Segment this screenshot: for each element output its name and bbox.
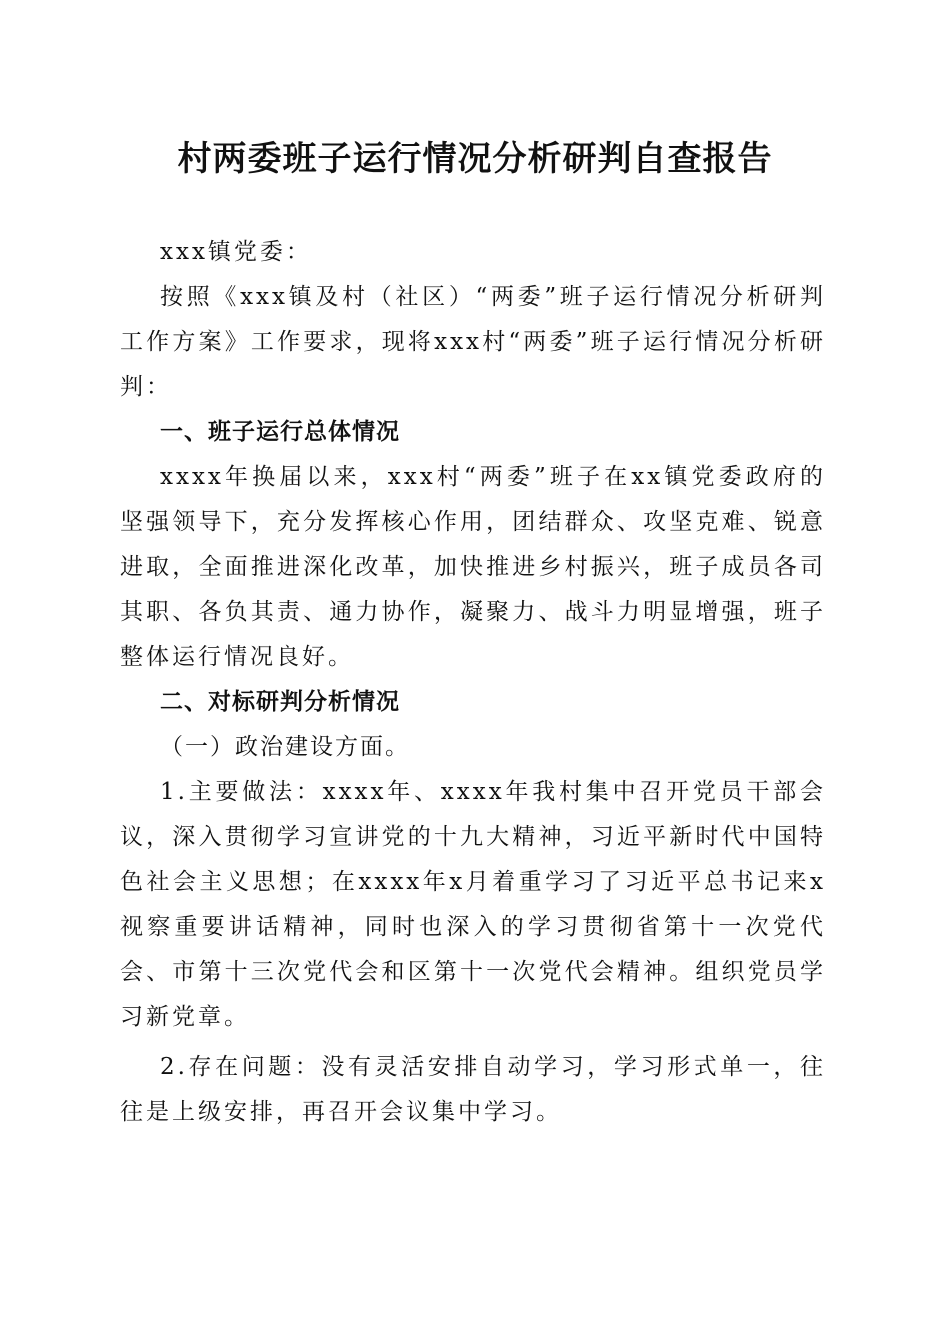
intro-paragraph: 按照《xxx镇及村（社区）“两委”班子运行情况分析研判工作方案》工作要求，现将xxx村“两委”班子运行情况分析研判：	[120, 284, 826, 400]
document-title: 村两委班子运行情况分析研判自查报告	[177, 139, 773, 179]
section-2-item-2: 2.存在问题：没有灵活安排自动学习，学习形式单一，往往是上级安排，再召开会议集中学习。	[120, 1054, 826, 1125]
section-2-heading: 二、对标研判分析情况	[160, 689, 400, 715]
section-1-heading: 一、班子运行总体情况	[160, 419, 400, 445]
document-body	[120, 230, 826, 1135]
section-2-item-1: 1.主要做法：xxxx年、xxxx年我村集中召开党员干部会议，深入贯彻学习宣讲党的十九大精神，习近平新时代中国特色社会主义思想；在xxxx年x月着重学习了习近平总书记来x视察重要讲话精神，同时也深入的学习贯彻省第十一次党代会、市第十三次党代会和区第十一次党代会精神。组织党员学习新党章。	[120, 779, 826, 1030]
section-1-paragraph: xxxx年换届以来，xxx村“两委”班子在xx镇党委政府的坚强领导下，充分发挥核心作用，团结群众、攻坚克难、锐意进取，全面推进深化改革，加快推进乡村振兴，班子成员各司其职、各负其责、通力协作，凝聚力、战斗力明显增强，班子整体运行情况良好。	[120, 464, 826, 670]
section-2-subheading: （一）政治建设方面。	[160, 734, 410, 760]
salutation: xxx镇党委：	[160, 239, 312, 265]
